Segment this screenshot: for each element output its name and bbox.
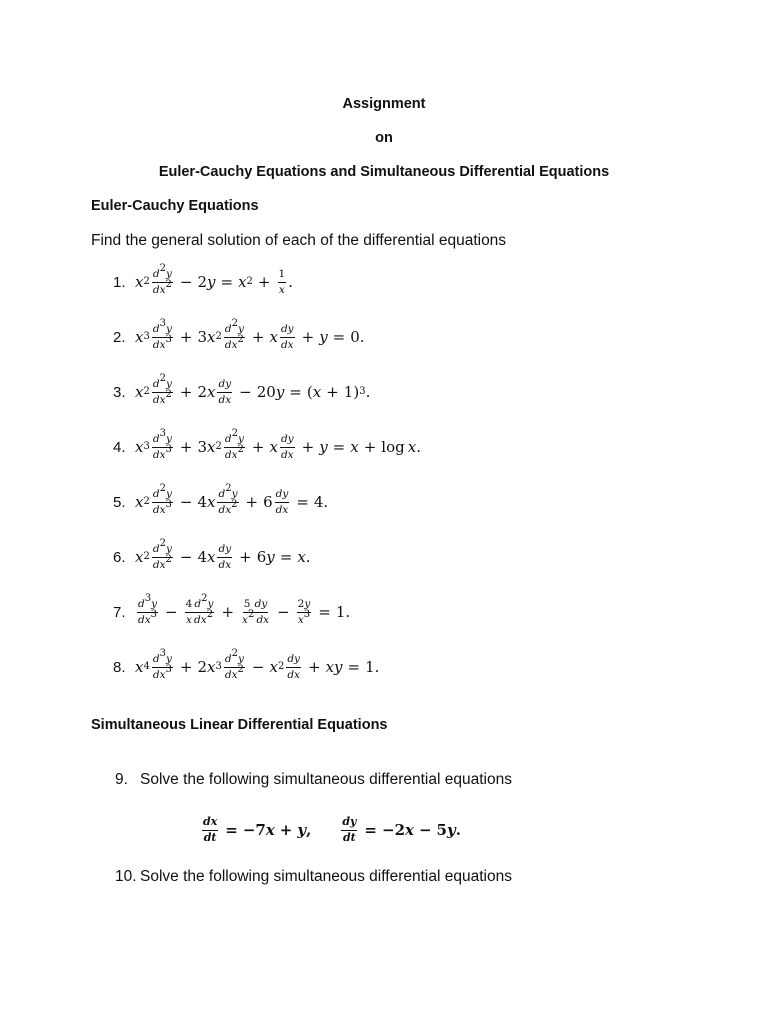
question-number: 10. [115,868,137,885]
title-on: on [375,130,393,146]
problem-3 [113,372,370,412]
problem-8 [113,647,379,687]
equation: x 2 $\frac{d^2y}{dx^2}$ − 4 x $\frac{dy}{dx}$ + 6 y = x . [135,538,311,571]
equation-dy-dt: $\frac{dy}{dt}$ = −2 x − 5 y . [342,814,461,844]
problem-number: 7. [113,603,126,621]
equation-dx-dt: $\frac{dx}{dt}$ = −7 x + y , [203,814,312,844]
question-number: 9. [115,771,128,788]
question-text: Solve the following simultaneous differential equations [140,771,512,788]
problem-number: 6. [113,548,126,566]
assignment-title: Assignment [342,96,426,112]
equation: x 3 $\frac{d^3y}{dx^3}$ + 3 x 2 $\frac{d^2y}{dx^2}$ + x $\frac{dy}{dx}$ + y = 0. [135,318,365,351]
problem-number: 1. [113,273,126,291]
instruction-text: Find the general solution of each of the differential equations [91,232,507,249]
problem-7 [113,592,350,632]
problem-5 [113,482,328,522]
assignment-subtitle: Euler-Cauchy Equations and Simultaneous Differential Equations [158,164,610,180]
problem-number: 5. [113,493,126,511]
problem-number: 2. [113,328,126,346]
question-10 [115,868,512,886]
simultaneous-system-9 [200,810,461,850]
equation: x 2 $\frac{d^2y}{dx^3}$ − 4 x $\frac{d^2y}{dx^2}$ + 6 $\frac{dy}{dx}$ = 4. [135,483,329,516]
problem-1 [113,262,293,302]
equation: $\frac{d^3y}{dx^3}$ − $\frac{4 d^2y}{x dx^2}$ + $\frac{5 dy}{x^2 dx}$ − $\frac{2y}{x^3}$ = 1. [138,593,351,626]
problem-4 [113,427,421,467]
problem-number: 4. [113,438,126,456]
question-9 [115,771,512,789]
problem-number: 8. [113,658,126,676]
equation: x 4 $\frac{d^3y}{dx^3}$ + 2 x 3 $\frac{d^2y}{dx^2}$ − x 2 $\frac{dy}{dx}$ + xy = 1. [135,648,380,681]
equation: x 2 $\frac{d^2y}{dx^2}$ − 2 y = x 2 + $\frac{1}{x}$ . [135,263,293,296]
equation: x 2 $\frac{d^2y}{dx^2}$ + 2 x $\frac{dy}{dx}$ − 20 y = ( x + 1) 3 . [135,373,371,406]
problem-6 [113,537,311,577]
section-heading-simultaneous: Simultaneous Linear Differential Equations [91,717,388,733]
section-heading-euler-cauchy: Euler-Cauchy Equations [91,198,259,214]
question-text: Solve the following simultaneous differential equations [140,868,512,885]
problem-number: 3. [113,383,126,401]
problem-2 [113,317,365,357]
equation: x 3 $\frac{d^3y}{dx^3}$ + 3 x 2 $\frac{d^2y}{dx^2}$ + x $\frac{dy}{dx}$ + y = x + log x . [135,428,421,461]
